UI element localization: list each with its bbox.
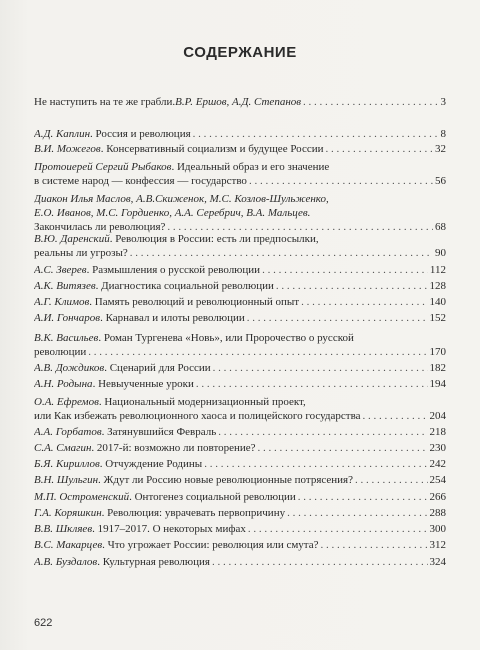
toc-entry-line — [34, 490, 446, 504]
entry-author: В.Ю. Даренский — [34, 233, 110, 245]
dot-leader — [258, 441, 428, 455]
toc-entry[interactable] — [34, 192, 446, 234]
toc-entry-line — [34, 127, 446, 141]
dot-leader — [287, 506, 427, 520]
entry-author: В.Р. Ершов, А.Д. Степанов — [175, 96, 302, 108]
entry-page-number: 182 — [429, 362, 446, 374]
entry-title: реальны ли угрозы? — [34, 247, 128, 259]
toc-entry-line — [34, 160, 446, 174]
toc-entry-line — [34, 473, 446, 487]
toc-entry[interactable] — [34, 506, 446, 520]
entry-page-number: 140 — [429, 296, 446, 308]
entry-author: А.Н. Родына — [34, 378, 93, 390]
entry-title: . Невыученные уроки — [92, 378, 194, 390]
entry-author: В.В. Шкляев — [34, 523, 93, 535]
dot-leader — [248, 522, 428, 536]
entry-author: А.А. Горбатов — [34, 426, 102, 438]
toc-entry-line — [34, 311, 446, 325]
toc-entry-line — [34, 174, 446, 188]
toc-entry[interactable] — [34, 311, 446, 325]
entry-author: Б.Я. Кириллов — [34, 458, 100, 470]
entry-title: . 2017-й: возможно ли повторение? — [91, 442, 256, 454]
dot-leader — [301, 295, 427, 309]
entry-title: . Размышления о русской революции — [86, 264, 261, 276]
entry-author: Е.О. Иванов, М.С. Гордиенко, А.А. Серебрич, В.А. Мальцев. — [34, 207, 311, 219]
entry-title: . Консервативный социализм и будущее России — [100, 143, 324, 155]
entry-title: . Диагностика социальной революции — [95, 280, 274, 292]
entry-author: В.Н. Шульгин — [34, 474, 99, 486]
toc-entry[interactable] — [34, 295, 446, 309]
entry-title: Не наступить на те же грабли. — [34, 96, 176, 108]
entry-title: . Идеальный образ и его значение — [171, 161, 330, 173]
entry-title: . Россия и революция — [90, 128, 191, 140]
entry-page-number: 312 — [429, 539, 446, 551]
entry-title: . Затянувшийся Февраль — [101, 426, 217, 438]
toc-entry-line — [34, 425, 446, 439]
toc-entry-line — [34, 295, 446, 309]
page-number: 622 — [34, 617, 53, 629]
entry-page-number: 32 — [435, 143, 446, 155]
entry-page-number: 324 — [429, 556, 446, 568]
entry-page-number: 3 — [440, 96, 446, 108]
toc-entry[interactable] — [34, 457, 446, 471]
toc-entry-line — [34, 331, 446, 345]
entry-title: . Карнавал и илоты революции — [100, 312, 245, 324]
toc-entry[interactable] — [34, 555, 446, 569]
entry-author: А.В. Буздалов — [34, 556, 98, 568]
entry-author: А.Г. Климов — [34, 296, 90, 308]
toc-entry-line — [34, 395, 446, 409]
dot-leader — [88, 345, 427, 359]
entry-title: . 1917–2017. О некоторых мифах — [92, 523, 246, 535]
entry-author: С.А. Смагин — [34, 442, 92, 454]
toc-entry-line — [34, 279, 446, 293]
entry-title: . Революция: уврачевать первопричину — [101, 507, 286, 519]
dot-leader — [321, 538, 428, 552]
dot-leader — [130, 246, 433, 260]
entry-author: А.Д. Каплин — [34, 128, 91, 140]
entry-title: . Национальный модернизационный проект, — [98, 396, 306, 408]
entry-title: в системе народ — конфессия — государство — [34, 175, 247, 187]
entry-page-number: 8 — [440, 128, 446, 140]
entry-page-number: 300 — [429, 523, 446, 535]
toc-entry-line — [34, 377, 446, 391]
entry-page-number: 112 — [429, 264, 446, 276]
dot-leader — [218, 425, 427, 439]
entry-title: или Как избежать революционного хаоса и полицейского государства — [34, 410, 361, 422]
toc-entry-line — [34, 538, 446, 552]
entry-title: революции — [34, 346, 87, 358]
toc-entry-line — [34, 263, 446, 277]
entry-author: А.И. Гончаров — [34, 312, 101, 324]
toc-entry-line — [34, 246, 446, 260]
toc-entry-line — [34, 142, 446, 156]
dot-leader — [213, 361, 428, 375]
entry-page-number: 90 — [435, 247, 446, 259]
toc-entry[interactable] — [34, 127, 446, 141]
entry-title: . Онтогенез социальной революции — [129, 491, 296, 503]
toc-entry-line — [34, 457, 446, 471]
entry-page-number: 170 — [429, 346, 446, 358]
entry-page-number: 204 — [429, 410, 446, 422]
toc-entry[interactable] — [34, 279, 446, 293]
toc-entry[interactable] — [34, 522, 446, 536]
dot-leader — [212, 555, 428, 569]
toc-entry-line — [34, 361, 446, 375]
toc-entry[interactable] — [34, 160, 446, 188]
entry-page-number: 56 — [435, 175, 446, 187]
entry-title: . Культурная революция — [97, 556, 210, 568]
toc-entry[interactable] — [34, 538, 446, 552]
dot-leader — [303, 95, 438, 109]
entry-page-number: 242 — [429, 458, 446, 470]
toc-entry[interactable] — [34, 331, 446, 359]
dot-leader — [247, 311, 428, 325]
toc-entry-line — [34, 409, 446, 423]
dot-leader — [363, 409, 428, 423]
toc-entry[interactable] — [34, 232, 446, 260]
entry-page-number: 254 — [429, 474, 446, 486]
entry-page-number: 230 — [429, 442, 446, 454]
entry-title: . Отчуждение Родины — [99, 458, 203, 470]
toc-entry-line — [34, 506, 446, 520]
toc-entry[interactable] — [34, 473, 446, 487]
entry-title: . Ждут ли Россию новые революционные потрясения? — [98, 474, 353, 486]
toc-entry-line — [34, 206, 446, 220]
dot-leader — [193, 127, 439, 141]
toc-entry[interactable] — [34, 425, 446, 439]
entry-author: В.И. Можегов — [34, 143, 101, 155]
toc-entry[interactable] — [34, 441, 446, 455]
toc-entry[interactable] — [34, 95, 446, 109]
toc-entry[interactable] — [34, 377, 446, 391]
entry-author: А.В. Дождиков — [34, 362, 105, 374]
toc-entry-line — [34, 441, 446, 455]
toc-entry-line — [34, 95, 446, 109]
toc-entry-line — [34, 192, 446, 206]
toc-entry[interactable] — [34, 490, 446, 504]
toc-entry[interactable] — [34, 395, 446, 423]
entry-page-number: 266 — [429, 491, 446, 503]
entry-author: Г.А. Коряшкин — [34, 507, 102, 519]
toc-entry-line — [34, 555, 446, 569]
toc-entry-line — [34, 232, 446, 246]
dot-leader — [325, 142, 433, 156]
toc-entry[interactable] — [34, 361, 446, 375]
entry-author: В.С. Макарцев — [34, 539, 103, 551]
entry-page-number: 152 — [429, 312, 446, 324]
entry-author: О.А. Ефремов — [34, 396, 99, 408]
dot-leader — [196, 377, 428, 391]
toc-entry-line — [34, 522, 446, 536]
toc-entry-line — [34, 345, 446, 359]
toc-entry[interactable] — [34, 263, 446, 277]
toc-entry[interactable] — [34, 142, 446, 156]
dot-leader — [276, 279, 428, 293]
entry-title: . Роман Тургенева «Новь», или Пророчество о русской — [98, 332, 354, 344]
dot-leader — [355, 473, 428, 487]
entry-author: Протоиерей Сергий Рыбаков — [34, 161, 172, 173]
entry-author: Диакон Илья Маслов, А.В.Скиженок, М.С. Козлов-Шульженко, — [34, 193, 329, 205]
entry-author: А.С. Зверев — [34, 264, 87, 276]
dot-leader — [262, 263, 428, 277]
entry-page-number: 218 — [429, 426, 446, 438]
entry-page-number: 128 — [429, 280, 446, 292]
page-title: СОДЕРЖАНИЕ — [183, 44, 297, 61]
entry-title: Закончилась ли революция? — [34, 221, 166, 233]
dot-leader — [298, 490, 428, 504]
entry-author: М.П. Остроменский — [34, 491, 130, 503]
entry-title: . Память революций и революционный опыт — [89, 296, 300, 308]
entry-title: . Революция в России: есть ли предпосылки, — [109, 233, 319, 245]
entry-page-number: 288 — [429, 507, 446, 519]
entry-author: В.К. Васильев — [34, 332, 99, 344]
dot-leader — [204, 457, 427, 471]
entry-page-number: 68 — [435, 221, 446, 233]
entry-title: . Что угрожает России: революция или смута? — [102, 539, 319, 551]
entry-page-number: 194 — [429, 378, 446, 390]
dot-leader — [249, 174, 433, 188]
entry-author: А.К. Витязев — [34, 280, 96, 292]
entry-title: . Сценарий для России — [104, 362, 211, 374]
